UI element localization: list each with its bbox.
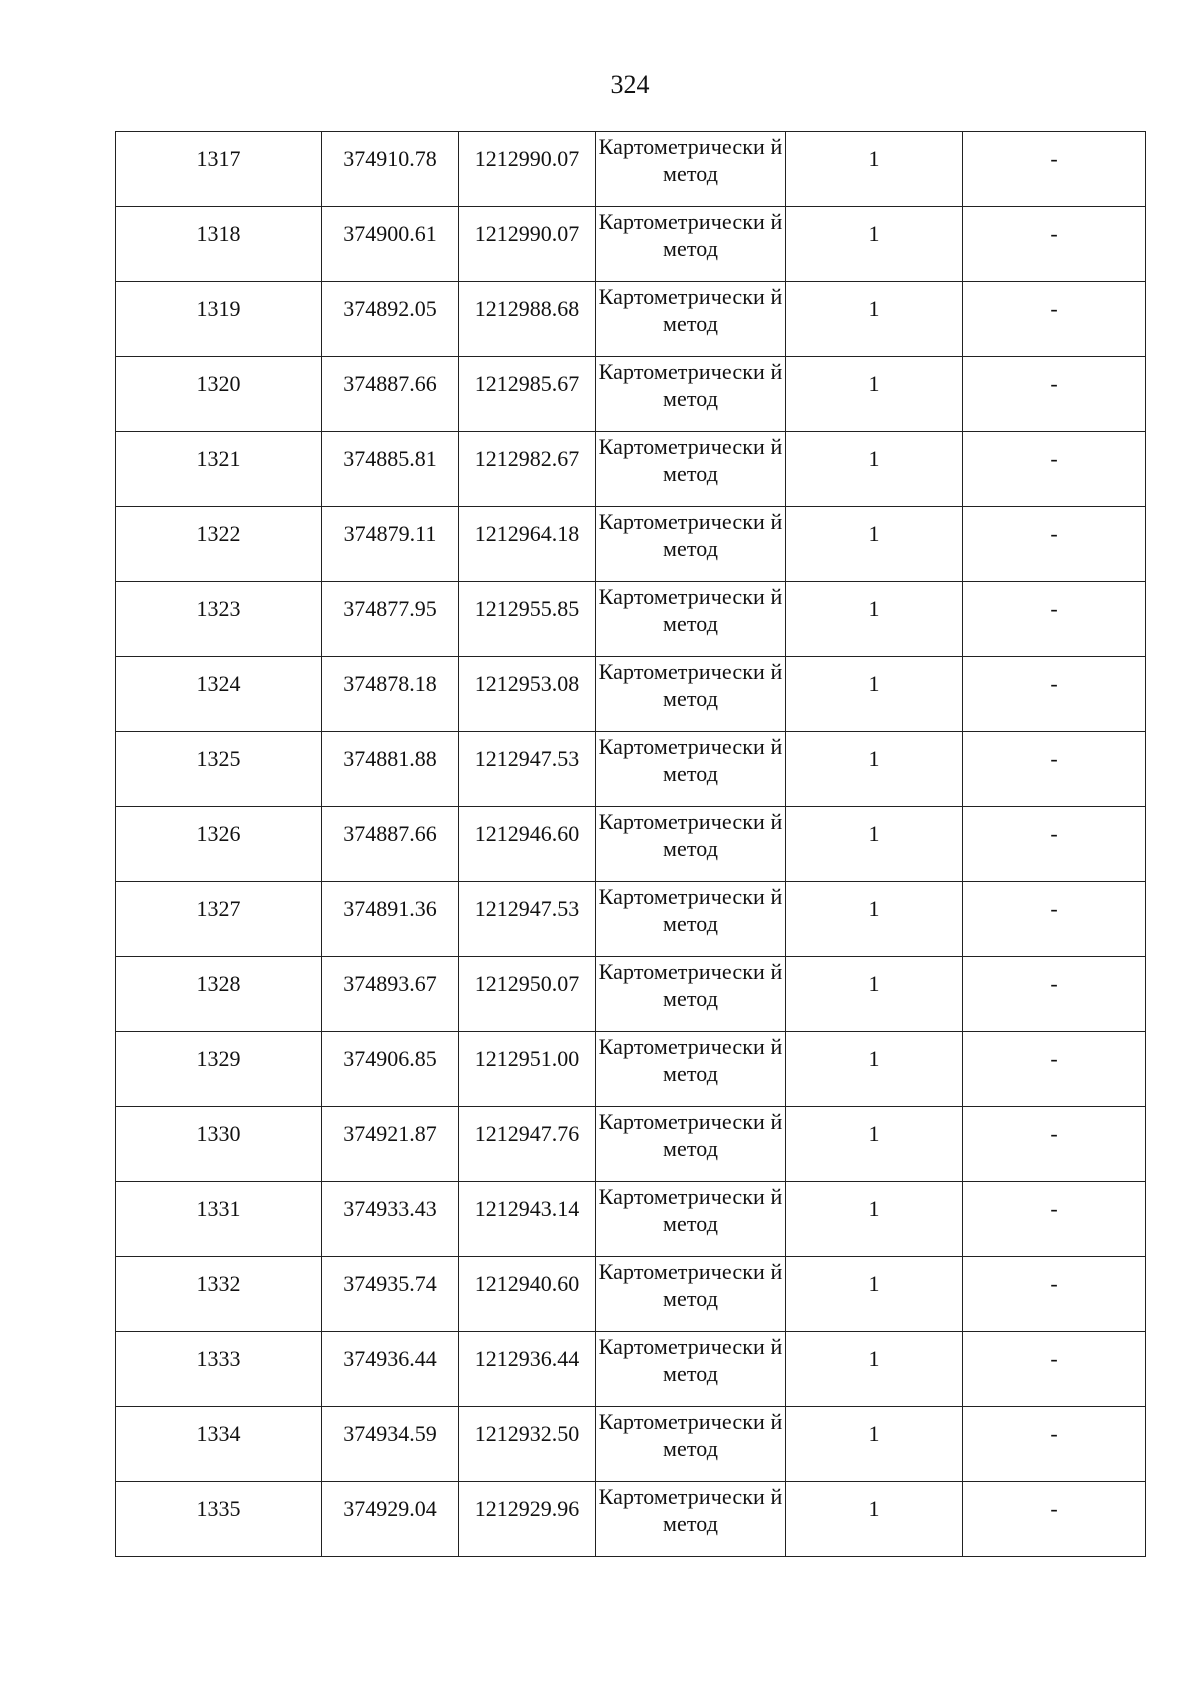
x-coordinate-cell: 374881.88 (322, 732, 459, 807)
y-coordinate-cell: 1212947.76 (459, 1107, 596, 1182)
x-coordinate-cell: 374900.61 (322, 207, 459, 282)
table-row (116, 1332, 1146, 1407)
y-coordinate-cell: 1212936.44 (459, 1332, 596, 1407)
table-row (116, 1257, 1146, 1332)
precision-cell: 1 (786, 132, 963, 207)
y-coordinate-cell: 1212953.08 (459, 657, 596, 732)
method-cell: Картометрически й метод (596, 132, 786, 207)
table-row (116, 657, 1146, 732)
precision-cell: 1 (786, 807, 963, 882)
note-cell: - (963, 1482, 1146, 1557)
y-coordinate-cell: 1212943.14 (459, 1182, 596, 1257)
point-number-cell: 1317 (116, 132, 322, 207)
x-coordinate-cell: 374887.66 (322, 357, 459, 432)
table-row (116, 507, 1146, 582)
x-coordinate-cell: 374879.11 (322, 507, 459, 582)
x-coordinate-cell: 374893.67 (322, 957, 459, 1032)
y-coordinate-cell: 1212985.67 (459, 357, 596, 432)
point-number-cell: 1331 (116, 1182, 322, 1257)
precision-cell: 1 (786, 957, 963, 1032)
table-row (116, 357, 1146, 432)
note-cell: - (963, 1182, 1146, 1257)
method-cell: Картометрически й метод (596, 1107, 786, 1182)
y-coordinate-cell: 1212982.67 (459, 432, 596, 507)
note-cell: - (963, 432, 1146, 507)
x-coordinate-cell: 374887.66 (322, 807, 459, 882)
method-cell: Картометрически й метод (596, 207, 786, 282)
page-number: 324 (610, 70, 650, 99)
method-cell: Картометрически й метод (596, 507, 786, 582)
y-coordinate-cell: 1212946.60 (459, 807, 596, 882)
method-cell: Картометрически й метод (596, 807, 786, 882)
point-number-cell: 1335 (116, 1482, 322, 1557)
note-cell: - (963, 1257, 1146, 1332)
point-number-cell: 1325 (116, 732, 322, 807)
note-cell: - (963, 1032, 1146, 1107)
precision-cell: 1 (786, 1257, 963, 1332)
precision-cell: 1 (786, 732, 963, 807)
precision-cell: 1 (786, 657, 963, 732)
point-number-cell: 1321 (116, 432, 322, 507)
precision-cell: 1 (786, 1032, 963, 1107)
x-coordinate-cell: 374935.74 (322, 1257, 459, 1332)
table-row (116, 1482, 1146, 1557)
x-coordinate-cell: 374929.04 (322, 1482, 459, 1557)
coordinates-table (115, 131, 1146, 1557)
y-coordinate-cell: 1212990.07 (459, 207, 596, 282)
x-coordinate-cell: 374934.59 (322, 1407, 459, 1482)
x-coordinate-cell: 374885.81 (322, 432, 459, 507)
note-cell: - (963, 882, 1146, 957)
precision-cell: 1 (786, 432, 963, 507)
y-coordinate-cell: 1212990.07 (459, 132, 596, 207)
method-cell: Картометрически й метод (596, 1032, 786, 1107)
y-coordinate-cell: 1212932.50 (459, 1407, 596, 1482)
note-cell: - (963, 357, 1146, 432)
point-number-cell: 1323 (116, 582, 322, 657)
method-cell: Картометрически й метод (596, 282, 786, 357)
note-cell: - (963, 807, 1146, 882)
point-number-cell: 1332 (116, 1257, 322, 1332)
x-coordinate-cell: 374910.78 (322, 132, 459, 207)
x-coordinate-cell: 374933.43 (322, 1182, 459, 1257)
y-coordinate-cell: 1212947.53 (459, 732, 596, 807)
y-coordinate-cell: 1212940.60 (459, 1257, 596, 1332)
precision-cell: 1 (786, 1182, 963, 1257)
x-coordinate-cell: 374906.85 (322, 1032, 459, 1107)
y-coordinate-cell: 1212964.18 (459, 507, 596, 582)
precision-cell: 1 (786, 357, 963, 432)
note-cell: - (963, 207, 1146, 282)
note-cell: - (963, 582, 1146, 657)
y-coordinate-cell: 1212988.68 (459, 282, 596, 357)
coordinates-table-body (116, 132, 1146, 1557)
precision-cell: 1 (786, 1407, 963, 1482)
table-row (116, 882, 1146, 957)
x-coordinate-cell: 374878.18 (322, 657, 459, 732)
x-coordinate-cell: 374892.05 (322, 282, 459, 357)
precision-cell: 1 (786, 1482, 963, 1557)
note-cell: - (963, 957, 1146, 1032)
note-cell: - (963, 732, 1146, 807)
point-number-cell: 1326 (116, 807, 322, 882)
method-cell: Картометрически й метод (596, 657, 786, 732)
method-cell: Картометрически й метод (596, 732, 786, 807)
point-number-cell: 1329 (116, 1032, 322, 1107)
table-row (116, 807, 1146, 882)
y-coordinate-cell: 1212929.96 (459, 1482, 596, 1557)
y-coordinate-cell: 1212950.07 (459, 957, 596, 1032)
table-row (116, 732, 1146, 807)
precision-cell: 1 (786, 882, 963, 957)
note-cell: - (963, 282, 1146, 357)
note-cell: - (963, 1407, 1146, 1482)
precision-cell: 1 (786, 1107, 963, 1182)
x-coordinate-cell: 374936.44 (322, 1332, 459, 1407)
point-number-cell: 1322 (116, 507, 322, 582)
method-cell: Картометрически й метод (596, 1182, 786, 1257)
y-coordinate-cell: 1212955.85 (459, 582, 596, 657)
table-row (116, 1107, 1146, 1182)
point-number-cell: 1319 (116, 282, 322, 357)
method-cell: Картометрически й метод (596, 957, 786, 1032)
y-coordinate-cell: 1212947.53 (459, 882, 596, 957)
precision-cell: 1 (786, 507, 963, 582)
point-number-cell: 1334 (116, 1407, 322, 1482)
table-row (116, 957, 1146, 1032)
note-cell: - (963, 1332, 1146, 1407)
method-cell: Картометрически й метод (596, 1407, 786, 1482)
method-cell: Картометрически й метод (596, 1257, 786, 1332)
table-row (116, 582, 1146, 657)
table-row (116, 207, 1146, 282)
point-number-cell: 1333 (116, 1332, 322, 1407)
point-number-cell: 1320 (116, 357, 322, 432)
table-row (116, 132, 1146, 207)
note-cell: - (963, 132, 1146, 207)
method-cell: Картометрически й метод (596, 357, 786, 432)
point-number-cell: 1327 (116, 882, 322, 957)
table-row (116, 282, 1146, 357)
note-cell: - (963, 1107, 1146, 1182)
precision-cell: 1 (786, 282, 963, 357)
y-coordinate-cell: 1212951.00 (459, 1032, 596, 1107)
x-coordinate-cell: 374891.36 (322, 882, 459, 957)
table-row (116, 1032, 1146, 1107)
x-coordinate-cell: 374921.87 (322, 1107, 459, 1182)
point-number-cell: 1330 (116, 1107, 322, 1182)
method-cell: Картометрически й метод (596, 432, 786, 507)
method-cell: Картометрически й метод (596, 1482, 786, 1557)
x-coordinate-cell: 374877.95 (322, 582, 459, 657)
point-number-cell: 1324 (116, 657, 322, 732)
point-number-cell: 1328 (116, 957, 322, 1032)
note-cell: - (963, 507, 1146, 582)
note-cell: - (963, 657, 1146, 732)
point-number-cell: 1318 (116, 207, 322, 282)
precision-cell: 1 (786, 1332, 963, 1407)
table-row (116, 432, 1146, 507)
table-row (116, 1182, 1146, 1257)
method-cell: Картометрически й метод (596, 582, 786, 657)
method-cell: Картометрически й метод (596, 1332, 786, 1407)
precision-cell: 1 (786, 582, 963, 657)
table-row (116, 1407, 1146, 1482)
method-cell: Картометрически й метод (596, 882, 786, 957)
precision-cell: 1 (786, 207, 963, 282)
